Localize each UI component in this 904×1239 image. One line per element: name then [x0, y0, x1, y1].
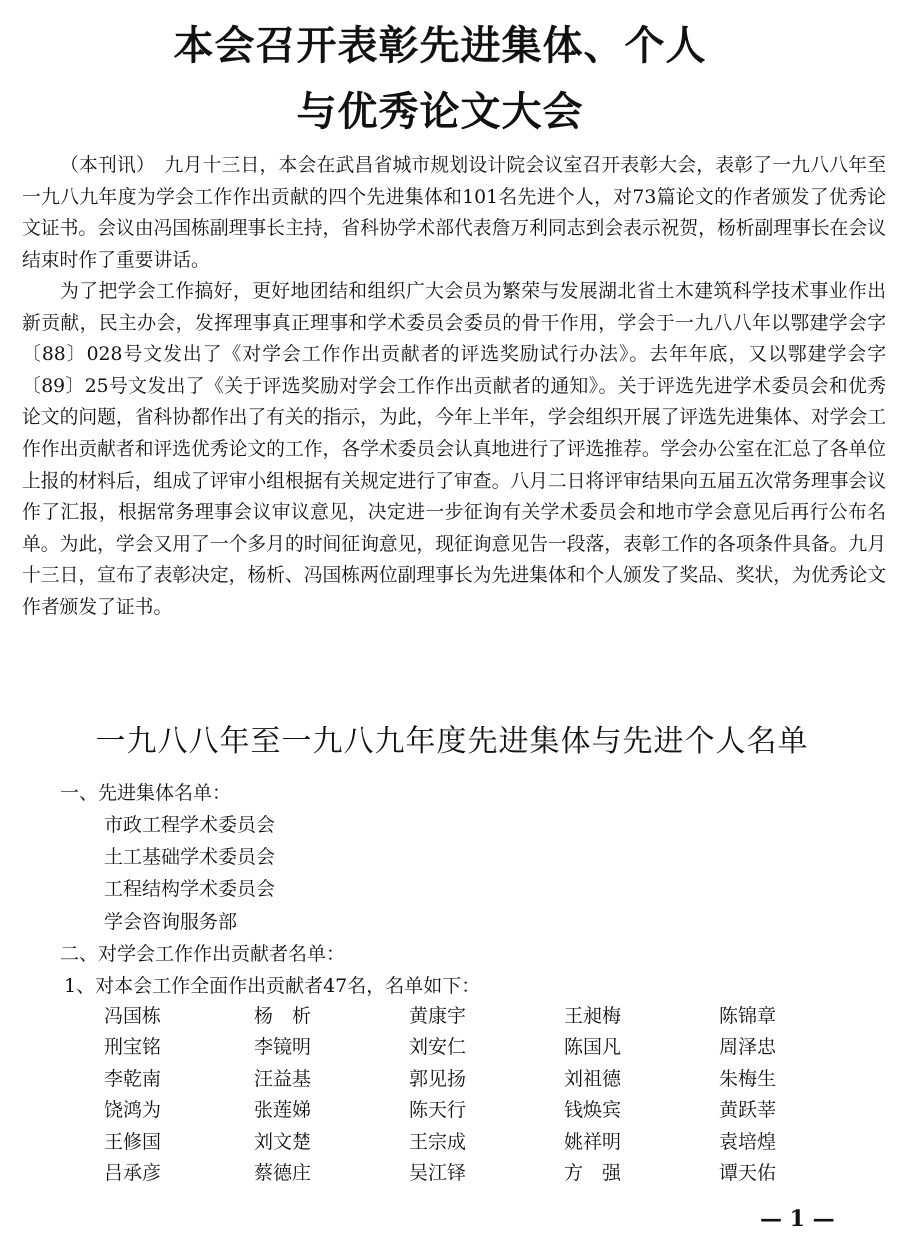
unit-item: 土工基础学术委员会 — [104, 846, 276, 868]
person-name: 张莲娣 — [254, 1099, 312, 1122]
person-name: 陈天行 — [409, 1099, 467, 1122]
unit-item: 学会咨询服务部 — [104, 911, 238, 933]
person-name: 陈锦章 — [719, 1005, 777, 1027]
person-name: 刑宝铭 — [104, 1036, 162, 1059]
person-name: 方 强 — [564, 1161, 622, 1184]
names-row — [104, 1001, 864, 1032]
person-name: 杨 析 — [254, 1005, 312, 1027]
person-name: 刘文楚 — [254, 1130, 312, 1153]
section-2-subheading: 1、对本会工作全面作出贡献者47名，名单如下： — [64, 975, 481, 997]
paragraph-2: 为了把学会工作搞好，更好地团结和组织广大会员为繁荣与发展湖北省土木建筑科学技术事业作出新贡献，民主办会，发挥理事真正理事和学术委员会委员的骨干作用，学会于一九八八年以鄂建学会字〔88〕028号文发出了《对学会工作作出贡献者的评选奖励试行办法》。去年年底，又以鄂建学会字〔89〕25号文发出了《关于评选奖励对学会工作作出贡献者的通知》。关于评选先进学术委员会和优秀论文的问题，省科协都作出了有关的指示，为此，今年上半年，学会组织开展了评选先进集体、对学会工作作出贡献者和评选优秀论文的工作，各学术委员会认真地进行了评选推荐。学会办公室在汇总了各单位上报的材料后，组成了评审小组根据有关规定进行了审查。八月二日将评审结果向五届五次常务理事会议作了汇报，根据常务理事会议审议意见，决定进一步征询有关学术委员会和地市学会意见后再行公布名单。为此，学会又用了一个多月的时间征询意见，现征询意见告一段落，表彰工作的各项条件具备。九月十三日，宣布了表彰决定，杨析、冯国栋两位副理事长为先进集体和个人颁发了奖品、奖状，为优秀论文作者颁发了证书。 — [22, 281, 886, 618]
person-name: 陈国凡 — [564, 1036, 622, 1059]
person-name: 朱梅生 — [719, 1067, 777, 1090]
person-name: 饶鸿为 — [104, 1099, 162, 1122]
names-row — [104, 1095, 864, 1126]
person-name: 钱焕宾 — [564, 1099, 622, 1122]
names-row — [104, 1158, 864, 1189]
person-name: 刘安仁 — [409, 1036, 467, 1059]
unit-item: 市政工程学术委员会 — [104, 814, 276, 836]
paragraph-1: （本刊讯） 九月十三日，本会在武昌省城市规划设计院会议室召开表彰大会，表彰了一九八八年至一九八九年度为学会工作作出贡献的四个先进集体和101名先进个人，对73篇论文的作者颁发了优秀论文证书。会议由冯国栋副理事长主持，省科协学术部代表詹万利同志到会表示祝贺，杨析副理事长在会议结束时作了重要讲话。 — [22, 155, 886, 271]
person-name: 王修国 — [104, 1130, 162, 1153]
person-name: 袁培煌 — [719, 1130, 777, 1153]
person-name: 李乾南 — [104, 1067, 162, 1090]
names-row — [104, 1032, 864, 1063]
section-2-heading: 二、对学会工作作出贡献者名单： — [60, 943, 346, 965]
person-name: 刘祖德 — [564, 1067, 622, 1090]
person-name: 黄跃莘 — [719, 1099, 777, 1122]
person-name: 汪益基 — [254, 1067, 312, 1090]
page-number: — 1 — — [760, 1206, 835, 1232]
person-name: 周泽忠 — [719, 1036, 777, 1059]
person-name: 姚祥明 — [564, 1130, 622, 1153]
names-row — [104, 1064, 864, 1095]
names-row — [104, 1127, 864, 1158]
person-name: 王宗成 — [409, 1130, 467, 1153]
section-1-heading: 一、先进集体名单： — [60, 782, 232, 804]
person-name: 谭天佑 — [719, 1161, 777, 1184]
person-name: 黄康宇 — [409, 1005, 467, 1027]
article-title-line-2: 与优秀论文大会 — [296, 89, 584, 135]
list-title: 一九八八年至一九八九年度先进集体与先进个人名单 — [95, 724, 809, 759]
person-name: 王昶梅 — [564, 1005, 622, 1027]
person-name: 吴江铎 — [409, 1161, 467, 1184]
unit-item: 工程结构学术委员会 — [104, 878, 276, 900]
person-name: 蔡德庄 — [254, 1161, 312, 1184]
person-name: 吕承彦 — [104, 1161, 162, 1184]
person-name: 冯国栋 — [104, 1005, 162, 1027]
names-table — [104, 1001, 864, 1189]
person-name: 郭见扬 — [409, 1067, 467, 1090]
person-name: 李镜明 — [254, 1036, 312, 1059]
article-title-line-1: 本会召开表彰先进集体、个人 — [173, 23, 707, 69]
